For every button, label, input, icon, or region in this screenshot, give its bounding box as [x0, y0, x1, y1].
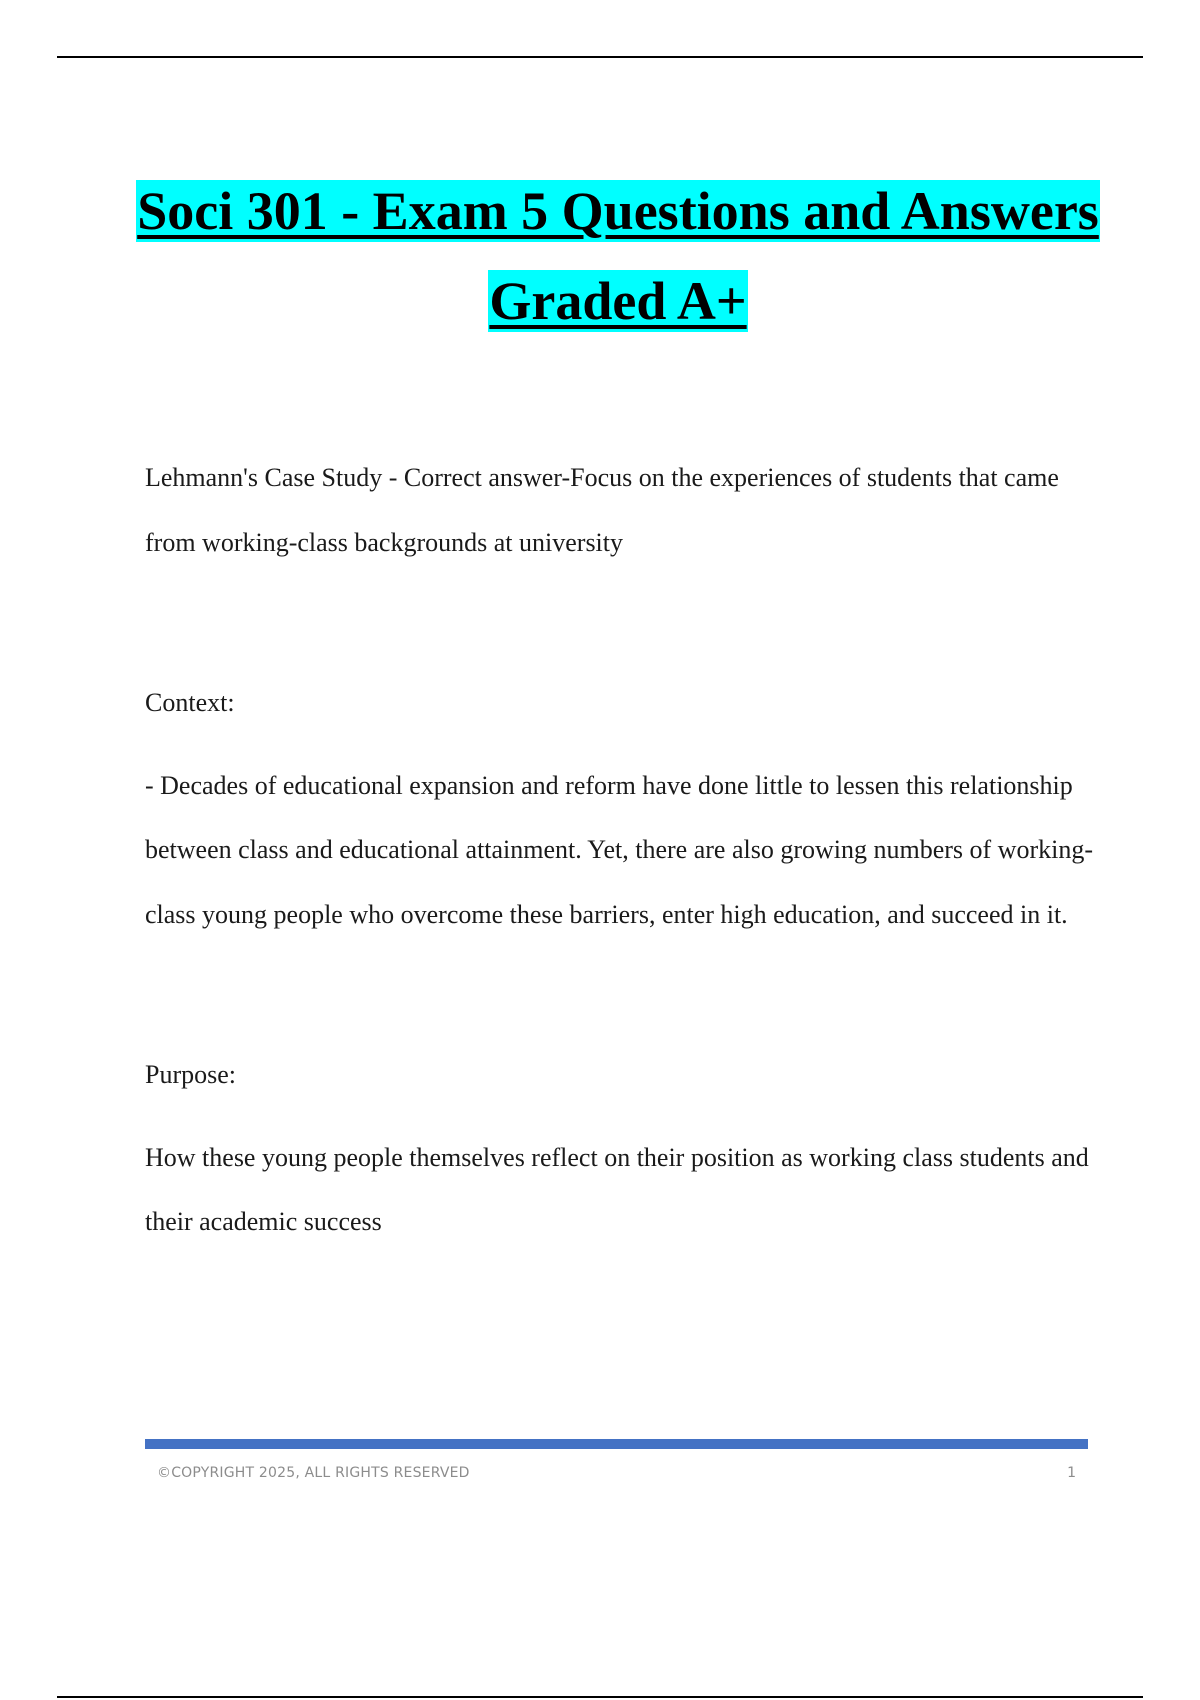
spacer [145, 1108, 1095, 1126]
footer-rule [57, 1696, 1143, 1698]
intro-paragraph: Lehmann's Case Study - Correct answer-Focus on the experiences of students that came from working-class backgrounds at university [145, 463, 1059, 557]
context-heading: Context: [145, 688, 235, 717]
purpose-heading: Purpose: [145, 1060, 236, 1089]
context-paragraph: - Decades of educational expansion and reform have done little to lessen this relationship between class and educational attainment. Yet, there are also growing numbers of working-class young people who overcome these barriers, enter high education, and succeed in it. [145, 770, 1093, 929]
spacer [145, 575, 1095, 671]
header-rule [57, 56, 1143, 58]
document-body [145, 446, 1095, 1255]
footer-copyright: ©COPYRIGHT 2025, ALL RIGHTS RESERVED [157, 1465, 470, 1481]
title-line-1: Soci 301 - Exam 5 Questions and Answers [137, 181, 1099, 241]
document-title [0, 180, 1200, 332]
title-line-2: Graded A+ [489, 271, 747, 331]
spacer [145, 736, 1095, 754]
purpose-paragraph: How these young people themselves reflect on their position as working class students and their academic success [145, 1142, 1089, 1236]
footer-bar [145, 1439, 1088, 1449]
page-number: 1 [1067, 1465, 1076, 1481]
spacer [145, 947, 1095, 1043]
